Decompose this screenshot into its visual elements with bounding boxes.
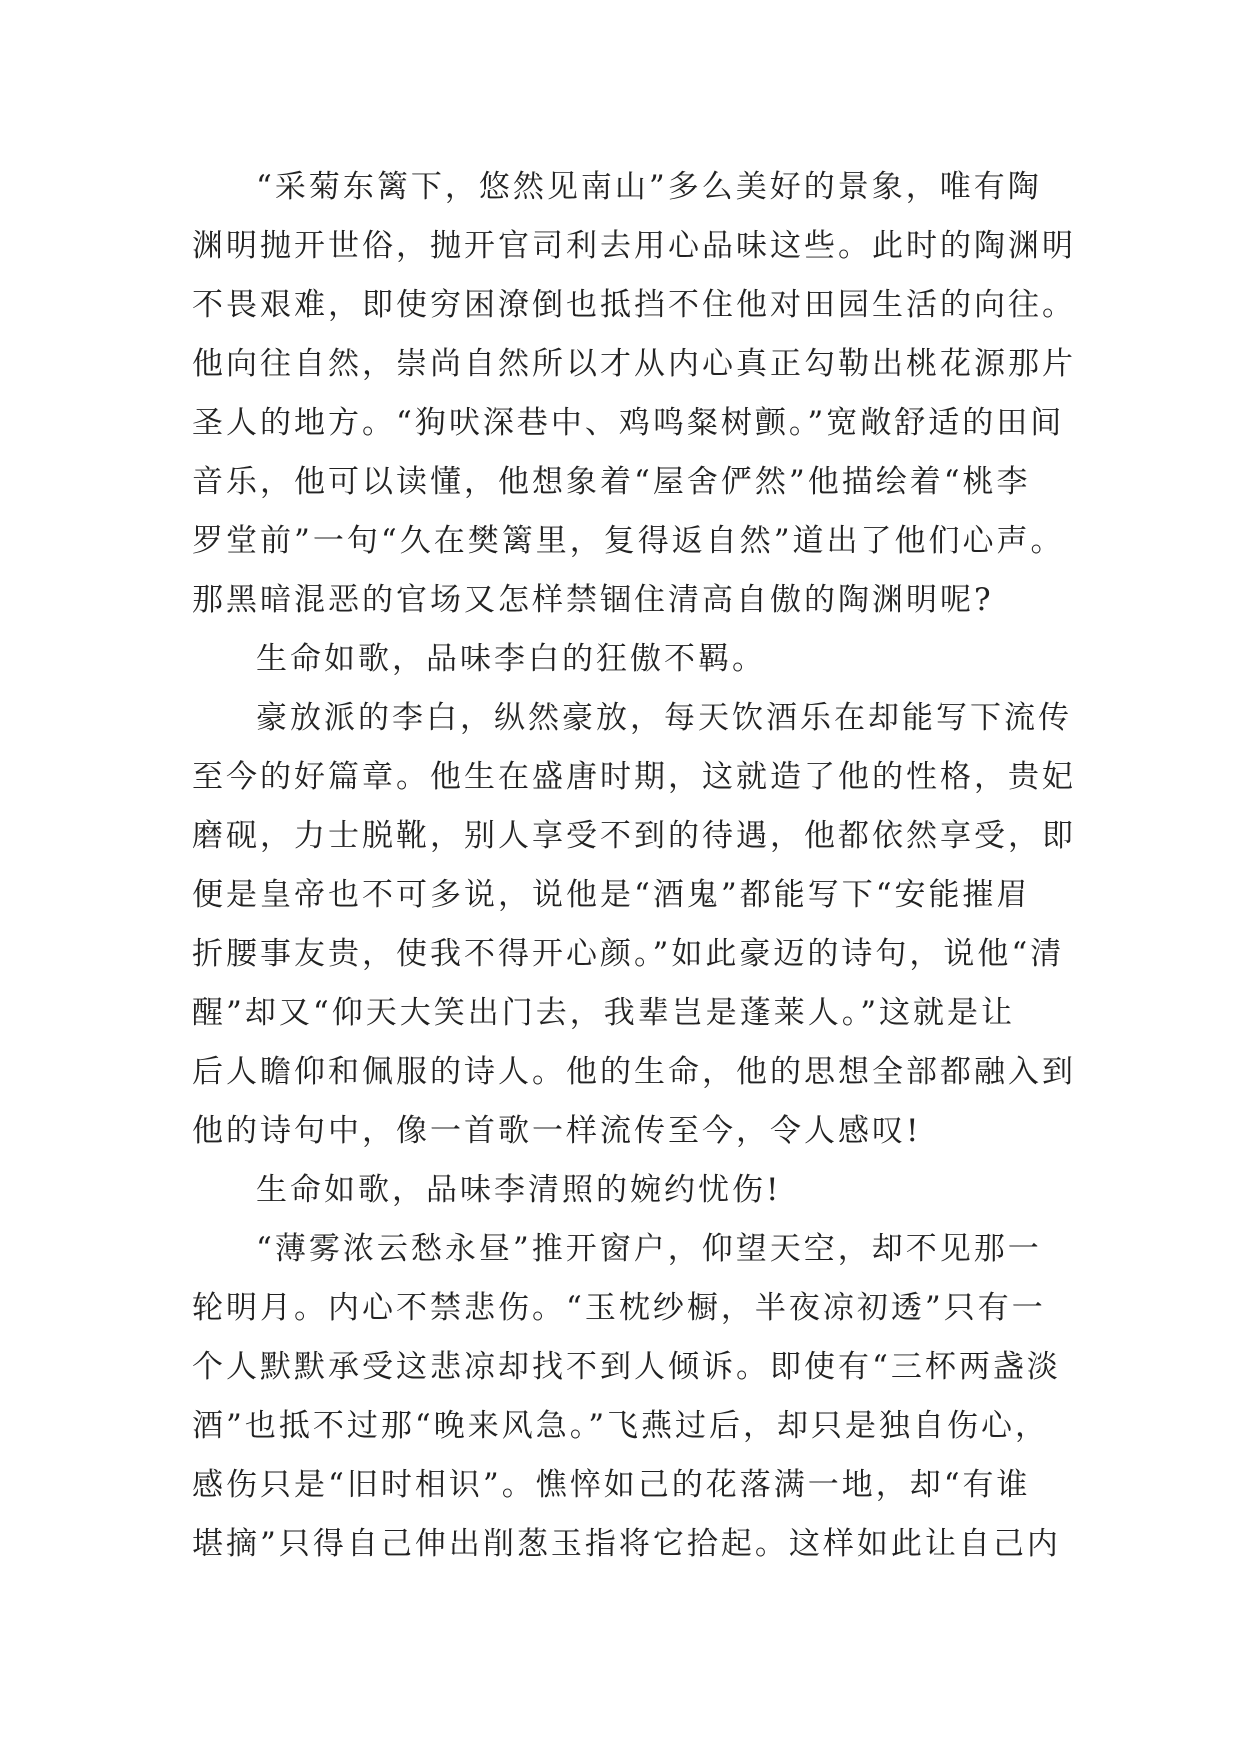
text-line: 他向往自然，崇尚自然所以才从内心真正勾勒出桃花源那片 (192, 346, 1076, 382)
section-heading-li-bai: 生命如歌，品味李白的狂傲不羁。 (256, 641, 766, 677)
text-line: 至今的好篇章。他生在盛唐时期，这就造了他的性格，贵妃 (192, 759, 1076, 795)
text-line: 他的诗句中，像一首歌一样流传至今，令人感叹! (192, 1113, 922, 1149)
text-line: 感伤只是“旧时相识”。憔悴如己的花落满一地，却“有谁 (192, 1467, 1031, 1503)
text-line: 酒”也抵不过那“晚来风急。”飞燕过后，却只是独自伤心， (192, 1408, 1050, 1444)
text-line: 后人瞻仰和佩服的诗人。他的生命，他的思想全部都融入到 (192, 1054, 1076, 1090)
text-line: 不畏艰难，即使穷困潦倒也抵挡不住他对田园生活的向往。 (192, 287, 1076, 323)
text-line: “采菊东篱下，悠然见南山”多么美好的景象，唯有陶 (256, 169, 1042, 205)
text-line: 轮明月。内心不禁悲伤。“玉枕纱橱，半夜凉初透”只有一 (192, 1290, 1046, 1326)
text-line: 磨砚，力士脱靴，别人享受不到的待遇，他都依然享受，即 (192, 818, 1076, 854)
text-line: 便是皇帝也不可多说，说他是“酒鬼”都能写下“安能摧眉 (192, 877, 1031, 913)
text-line: 个人默默承受这悲凉却找不到人倾诉。即使有“三杯两盏淡 (192, 1349, 1061, 1385)
text-line: 豪放派的李白，纵然豪放，每天饮酒乐在却能写下流传 (256, 700, 1072, 736)
text-line: 圣人的地方。“狗吠深巷中、鸡鸣粲树颤。”宽敞舒适的田间 (192, 405, 1065, 441)
text-line: 那黑暗混恶的官场又怎样禁锢住清高自傲的陶渊明呢? (192, 582, 994, 618)
text-line: 罗堂前”一句“久在樊篱里，复得返自然”道出了他们心声。 (192, 523, 1065, 559)
text-line: “薄雾浓云愁永昼”推开窗户，仰望天空，却不见那一 (256, 1231, 1042, 1267)
section-heading-li-qingzhao: 生命如歌，品味李清照的婉约忧伤! (256, 1172, 782, 1208)
text-line: 渊明抛开世俗，抛开官司利去用心品味这些。此时的陶渊明 (192, 228, 1076, 264)
text-line: 折腰事友贵，使我不得开心颜。”如此豪迈的诗句，说他“清 (192, 936, 1065, 972)
text-line: 醒”却又“仰天大笑出门去，我辈岂是蓬莱人。”这就是让 (192, 995, 1016, 1031)
text-line: 音乐，他可以读懂，他想象着“屋舍俨然”他描绘着“桃李 (192, 464, 1031, 500)
essay-body (192, 158, 1076, 1574)
text-line: 堪摘”只得自己伸出削葱玉指将它拾起。这样如此让自己内 (192, 1526, 1061, 1562)
